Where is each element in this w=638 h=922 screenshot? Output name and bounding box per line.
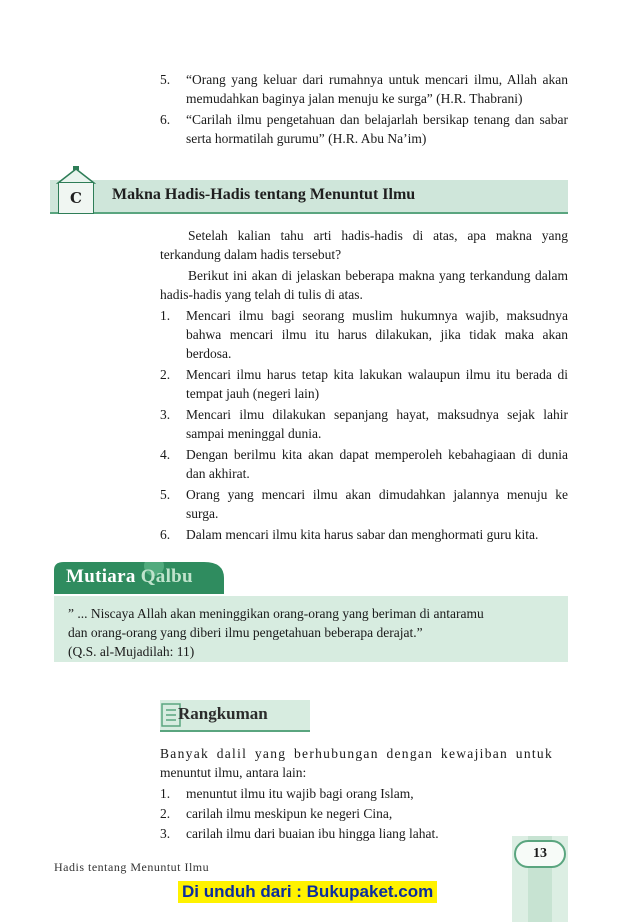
list-item <box>160 365 568 403</box>
intro-paragraph: Setelah kalian tahu arti hadis-hadis di atas, apa makna yang terkandung dalam hadis tersebut? <box>160 228 568 262</box>
list-item <box>160 306 568 363</box>
list-item <box>160 445 568 483</box>
list-number: 3. <box>160 407 171 422</box>
list-item <box>160 405 568 443</box>
list-item <box>160 70 568 108</box>
qalbu-title-part: Qalbu <box>140 566 193 587</box>
explanation-paragraph: Berikut ini akan di jelaskan beberapa makna yang terkandung dalam hadis-hadis yang telah di tulis di atas. <box>160 268 568 302</box>
list-text: Mencari ilmu harus tetap kita lakukan walaupun ilmu itu berada di tempat jauh (negeri lain) <box>186 367 568 401</box>
list-item <box>160 804 568 823</box>
list-number: 6. <box>160 527 171 542</box>
list-number: 4. <box>160 447 171 462</box>
list-text: Mencari ilmu bagi seorang muslim hukumnya wajib, maksudnya bahwa mencari ilmu itu harus dilakukan, jika tidak maka akan berdosa. <box>186 308 568 361</box>
list-item <box>160 485 568 523</box>
list-text: menuntut ilmu itu wajib bagi orang Islam, <box>186 786 414 801</box>
list-text: carilah ilmu dari buaian ibu hingga liang lahat. <box>186 826 439 841</box>
list-number: 3. <box>160 826 171 841</box>
download-source-link[interactable]: Di unduh dari : Bukupaket.com <box>178 881 437 903</box>
list-item <box>160 784 568 803</box>
list-text: Mencari ilmu dilakukan sepanjang hayat, maksudnya sejak lahir sampai meninggal dunia. <box>186 407 568 441</box>
mutiara-title-part: Mutiara <box>66 566 136 587</box>
list-text: Dalam mencari ilmu kita harus sabar dan menghormati guru kita. <box>186 527 539 542</box>
quote-line: dan orang-orang yang diberi ilmu pengetahuan beberapa derajat.” <box>68 625 423 640</box>
quote-text <box>68 604 564 661</box>
hadis-list-continued <box>160 70 568 150</box>
list-text: “Orang yang keluar dari rumahnya untuk mencari ilmu, Allah akan memudahkan baginya jalan menuju ke surga” (H.R. Thabrani) <box>186 72 568 106</box>
summary-intro-line: Banyak dalil yang berhubungan dengan kewajiban untuk <box>160 746 554 761</box>
list-item <box>160 110 568 148</box>
summary-list <box>160 784 568 844</box>
meaning-list <box>160 306 568 546</box>
list-text: “Carilah ilmu pengetahuan dan belajarlah bersikap tenang dan sabar serta hormatilah gurumu” (H.R. Abu Na’im) <box>186 112 568 146</box>
list-item <box>160 824 568 843</box>
list-text: Dengan berilmu kita akan dapat memperoleh kebahagiaan di dunia dan akhirat. <box>186 447 568 481</box>
list-text: Orang yang mencari ilmu akan dimudahkan jalannya menuju ke surga. <box>186 487 568 521</box>
list-number: 1. <box>160 786 171 801</box>
list-number: 6. <box>160 112 171 127</box>
footer-book-title: Hadis tentang Menuntut Ilmu <box>54 860 210 874</box>
section-title: Makna Hadis-Hadis tentang Menuntut Ilmu <box>112 186 416 203</box>
list-number: 5. <box>160 487 171 502</box>
summary-intro-line: menuntut ilmu, antara lain: <box>160 765 307 780</box>
list-item <box>160 525 568 544</box>
page-number: 13 <box>514 840 566 868</box>
list-number: 1. <box>160 308 171 323</box>
list-text: carilah ilmu meskipun ke negeri Cina, <box>186 806 393 821</box>
mutiara-qalbu-title <box>66 566 193 588</box>
quote-source: (Q.S. al-Mujadilah: 11) <box>68 644 195 659</box>
list-number: 2. <box>160 806 171 821</box>
summary-paragraph <box>160 744 568 782</box>
list-number: 5. <box>160 72 171 87</box>
quote-line: ” ... Niscaya Allah akan meninggikan orang-orang yang beriman di antaramu <box>68 606 484 621</box>
list-number: 2. <box>160 367 171 382</box>
section-letter-badge: C <box>58 182 94 214</box>
rangkuman-title: Rangkuman <box>178 704 268 723</box>
